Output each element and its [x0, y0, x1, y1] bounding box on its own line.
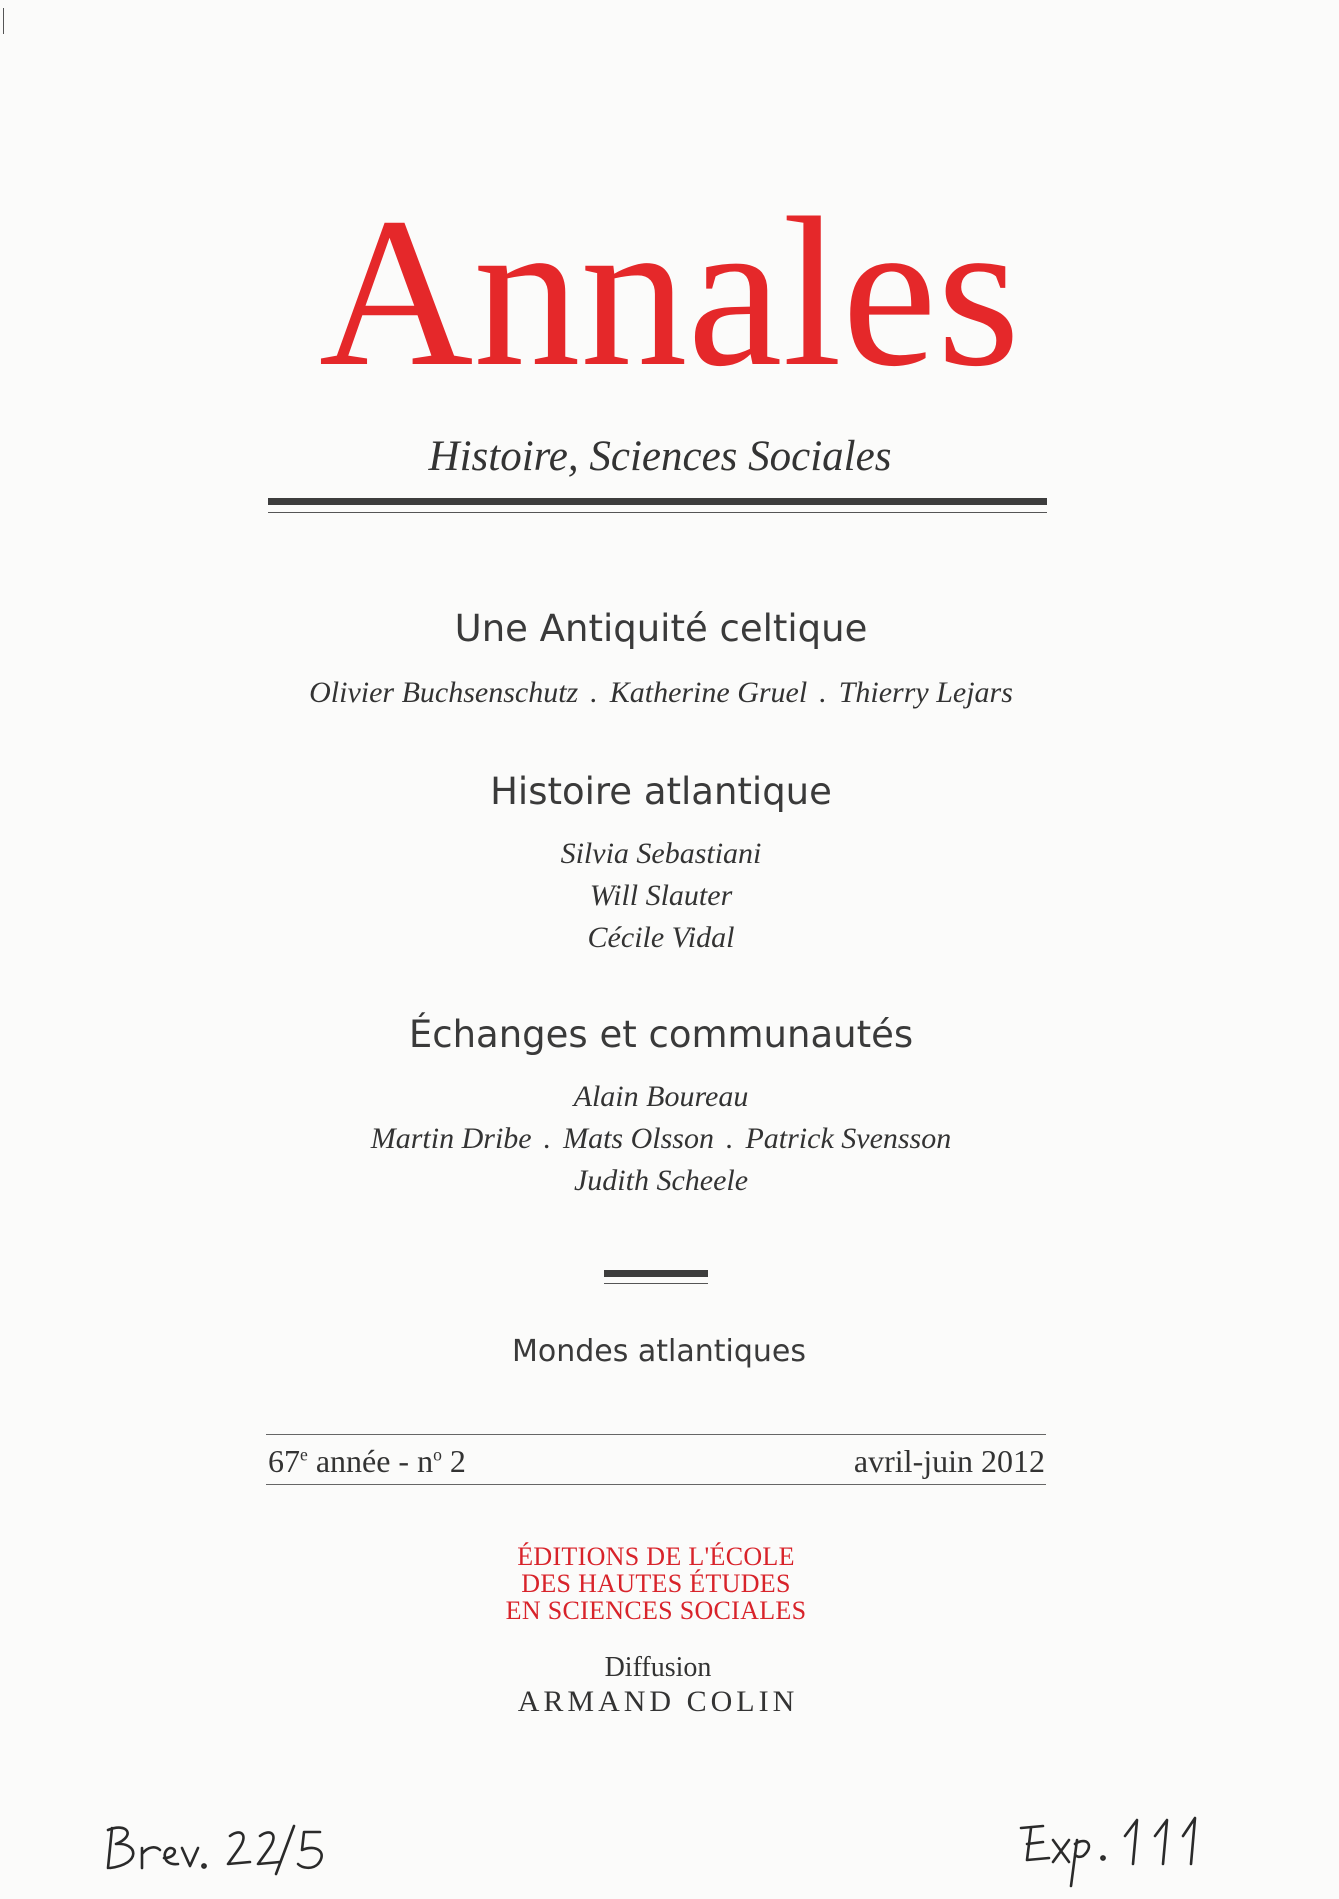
distributor: ARMAND COLIN — [517, 1685, 799, 1718]
author: Judith Scheele — [573, 1164, 749, 1197]
publisher-line: EN SCIENCES SOCIALES — [505, 1596, 807, 1625]
title-rule-thick — [268, 498, 1047, 505]
author: Mats Olsson — [563, 1122, 714, 1155]
handwritten-note-right — [1015, 1814, 1225, 1899]
section-title: Échanges et communautés — [408, 1013, 914, 1056]
author-line: Martin Dribe . Mats Olsson . Patrick Svensson — [370, 1122, 952, 1155]
issue-num: 2 — [449, 1443, 466, 1479]
divider-thick — [604, 1270, 708, 1277]
publisher — [0, 1543, 1312, 1624]
issue-rule-top — [266, 1434, 1046, 1435]
author-line: Olivier Buchsenschutz . Katherine Gruel . Thierry Lejars — [309, 676, 1013, 709]
author: Martin Dribe — [370, 1122, 532, 1155]
dossier-title: Mondes atlantiques — [511, 1334, 807, 1369]
title-rule-thin — [268, 512, 1047, 513]
section-echanges — [0, 1010, 1322, 1202]
diffusion-label: Diffusion — [604, 1652, 712, 1683]
author: Cécile Vidal — [587, 921, 735, 954]
divider-thin — [604, 1283, 708, 1284]
journal-title: Annales — [318, 174, 1021, 411]
author: Will Slauter — [589, 879, 733, 912]
issue-rule-bottom — [266, 1484, 1046, 1485]
section-title: Histoire atlantique — [490, 770, 832, 813]
scan-edge-mark — [3, 8, 4, 34]
year-number: 67 — [268, 1443, 300, 1479]
author: Patrick Svensson — [745, 1122, 952, 1155]
year-sup: e — [300, 1444, 308, 1465]
num-sup: o — [433, 1444, 442, 1465]
author: Olivier Buchsenschutz — [309, 676, 579, 709]
section-antiquite — [0, 604, 1322, 714]
journal-subtitle: Histoire, Sciences Sociales — [428, 433, 892, 480]
author: Thierry Lejars — [838, 676, 1013, 709]
issue-date: avril-juin 2012 — [853, 1443, 1045, 1479]
publisher-line: DES HAUTES ÉTUDES — [521, 1569, 791, 1598]
publisher-line: ÉDITIONS DE L'ÉCOLE — [517, 1542, 795, 1571]
author: Alain Boureau — [573, 1080, 749, 1113]
issue-number — [268, 1443, 466, 1480]
year-word: année - n — [315, 1443, 434, 1479]
section-histoire-atlantique — [0, 767, 1322, 959]
author: Silvia Sebastiani — [560, 837, 762, 870]
author: Katherine Gruel — [609, 676, 808, 709]
handwritten-note-left — [98, 1820, 348, 1885]
section-title: Une Antiquité celtique — [454, 607, 868, 650]
